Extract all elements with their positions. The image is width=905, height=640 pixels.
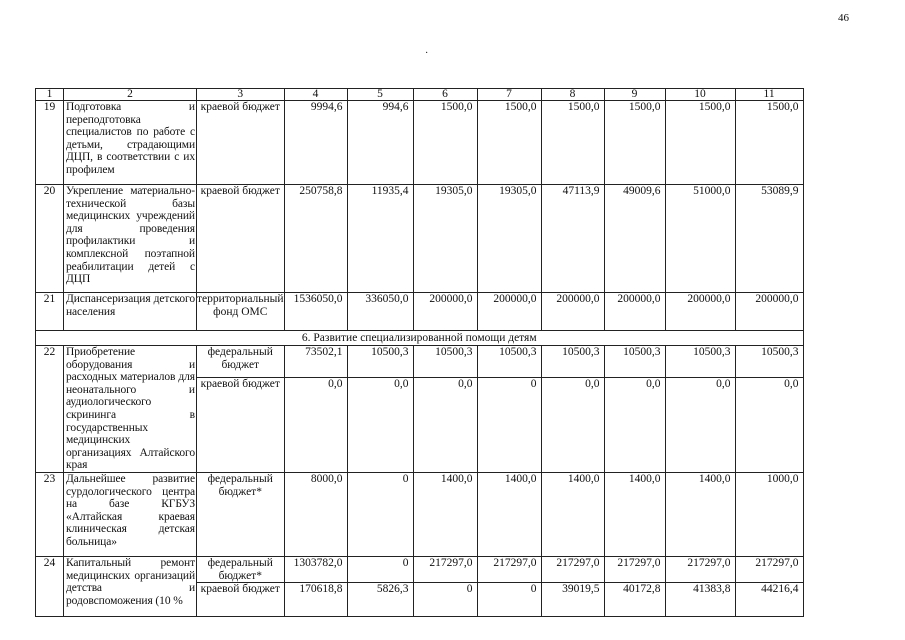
value-cell: 47113,9 [541, 185, 604, 293]
header-row [36, 89, 804, 101]
row-number: 20 [36, 185, 64, 293]
value-cell: 200000,0 [413, 293, 477, 331]
value-cell: 1400,0 [665, 472, 735, 556]
value-cell: 10500,3 [735, 346, 803, 378]
funding-source: краевой бюджет [197, 378, 285, 473]
value-cell: 1500,0 [413, 101, 477, 185]
funding-source: федеральный бюджет* [197, 556, 285, 582]
value-cell: 10500,3 [665, 346, 735, 378]
value-cell: 10500,3 [347, 346, 413, 378]
section-title: 6. Развитие специализированной помощи детям [36, 331, 804, 346]
header-cell: 11 [735, 89, 803, 101]
value-cell: 39019,5 [541, 583, 604, 617]
value-cell: 10500,3 [541, 346, 604, 378]
value-cell: 5826,3 [347, 583, 413, 617]
value-cell: 217297,0 [735, 556, 803, 582]
value-cell: 0,0 [284, 378, 347, 473]
value-cell: 10500,3 [413, 346, 477, 378]
activity-name: Приобретение оборудования и расходных материалов для неонатального и аудиологического скрининга в государственных медицинских организациях Алтайского края [64, 346, 197, 473]
header-cell: 3 [197, 89, 285, 101]
value-cell: 200000,0 [541, 293, 604, 331]
value-cell: 44216,4 [735, 583, 803, 617]
header-cell: 1 [36, 89, 64, 101]
value-cell: 8000,0 [284, 472, 347, 556]
value-cell: 217297,0 [477, 556, 541, 582]
table-row [36, 185, 804, 293]
value-cell: 0 [347, 556, 413, 582]
value-cell: 217297,0 [541, 556, 604, 582]
header-cell: 8 [541, 89, 604, 101]
header-cell: 4 [284, 89, 347, 101]
value-cell: 40172,8 [604, 583, 665, 617]
value-cell: 1500,0 [541, 101, 604, 185]
table-row [36, 472, 804, 556]
row-number: 23 [36, 472, 64, 556]
value-cell: 10500,3 [604, 346, 665, 378]
row-number: 22 [36, 346, 64, 473]
value-cell: 0 [413, 583, 477, 617]
value-cell: 0,0 [735, 378, 803, 473]
table-row [36, 293, 804, 331]
value-cell: 0 [477, 378, 541, 473]
value-cell: 1536050,0 [284, 293, 347, 331]
value-cell: 10500,3 [477, 346, 541, 378]
value-cell: 1500,0 [665, 101, 735, 185]
value-cell: 11935,4 [347, 185, 413, 293]
value-cell: 1500,0 [477, 101, 541, 185]
activity-name: Капитальный ремонт медицинских организаций детства и родовспоможения (10 % [64, 556, 197, 616]
activity-name: Подготовка и переподготовка специалистов по работе с детьми, страдающими ДЦП, в соответствии с их профилем [64, 101, 197, 185]
value-cell: 217297,0 [413, 556, 477, 582]
value-cell: 200000,0 [604, 293, 665, 331]
table-row [36, 556, 804, 582]
value-cell: 217297,0 [665, 556, 735, 582]
page-mark: · [425, 48, 429, 59]
activity-name: Укрепление материально-технической базы медицинских учреждений для проведения профилактики и комплексной поэтапной реабилитации детей с ДЦП [64, 185, 197, 293]
value-cell: 0 [477, 583, 541, 617]
value-cell: 49009,6 [604, 185, 665, 293]
table-row [36, 346, 804, 378]
value-cell: 0,0 [541, 378, 604, 473]
header-cell: 5 [347, 89, 413, 101]
section-row [36, 331, 804, 346]
funding-source: краевой бюджет [197, 101, 285, 185]
value-cell: 250758,8 [284, 185, 347, 293]
value-cell: 336050,0 [347, 293, 413, 331]
value-cell: 9994,6 [284, 101, 347, 185]
value-cell: 994,6 [347, 101, 413, 185]
value-cell: 1500,0 [735, 101, 803, 185]
row-number: 19 [36, 101, 64, 185]
header-cell: 2 [64, 89, 197, 101]
header-cell: 9 [604, 89, 665, 101]
value-cell: 200000,0 [735, 293, 803, 331]
funding-source: краевой бюджет [197, 583, 285, 617]
activity-name: Диспансеризация детского населения [64, 293, 197, 331]
header-cell: 6 [413, 89, 477, 101]
value-cell: 1400,0 [477, 472, 541, 556]
value-cell: 200000,0 [665, 293, 735, 331]
funding-source: территориальный фонд ОМС [197, 293, 285, 331]
funding-source: краевой бюджет [197, 185, 285, 293]
value-cell: 51000,0 [665, 185, 735, 293]
header-cell: 10 [665, 89, 735, 101]
page-number: 46 [838, 12, 849, 24]
table-row [36, 101, 804, 185]
value-cell: 0,0 [413, 378, 477, 473]
value-cell: 1400,0 [413, 472, 477, 556]
row-number: 24 [36, 556, 64, 616]
funding-source: федеральный бюджет [197, 346, 285, 378]
value-cell: 1303782,0 [284, 556, 347, 582]
header-cell: 7 [477, 89, 541, 101]
value-cell: 170618,8 [284, 583, 347, 617]
value-cell: 0 [347, 472, 413, 556]
row-number: 21 [36, 293, 64, 331]
budget-table [35, 88, 804, 617]
value-cell: 0,0 [604, 378, 665, 473]
value-cell: 1500,0 [604, 101, 665, 185]
value-cell: 1000,0 [735, 472, 803, 556]
value-cell: 0,0 [347, 378, 413, 473]
value-cell: 19305,0 [477, 185, 541, 293]
value-cell: 73502,1 [284, 346, 347, 378]
value-cell: 1400,0 [604, 472, 665, 556]
value-cell: 53089,9 [735, 185, 803, 293]
funding-source: федеральный бюджет* [197, 472, 285, 556]
value-cell: 19305,0 [413, 185, 477, 293]
value-cell: 1400,0 [541, 472, 604, 556]
activity-name: Дальнейшее развитие сурдологического центра на базе КГБУЗ «Алтайская краевая клиническая детская больница» [64, 472, 197, 556]
value-cell: 41383,8 [665, 583, 735, 617]
value-cell: 200000,0 [477, 293, 541, 331]
value-cell: 217297,0 [604, 556, 665, 582]
value-cell: 0,0 [665, 378, 735, 473]
